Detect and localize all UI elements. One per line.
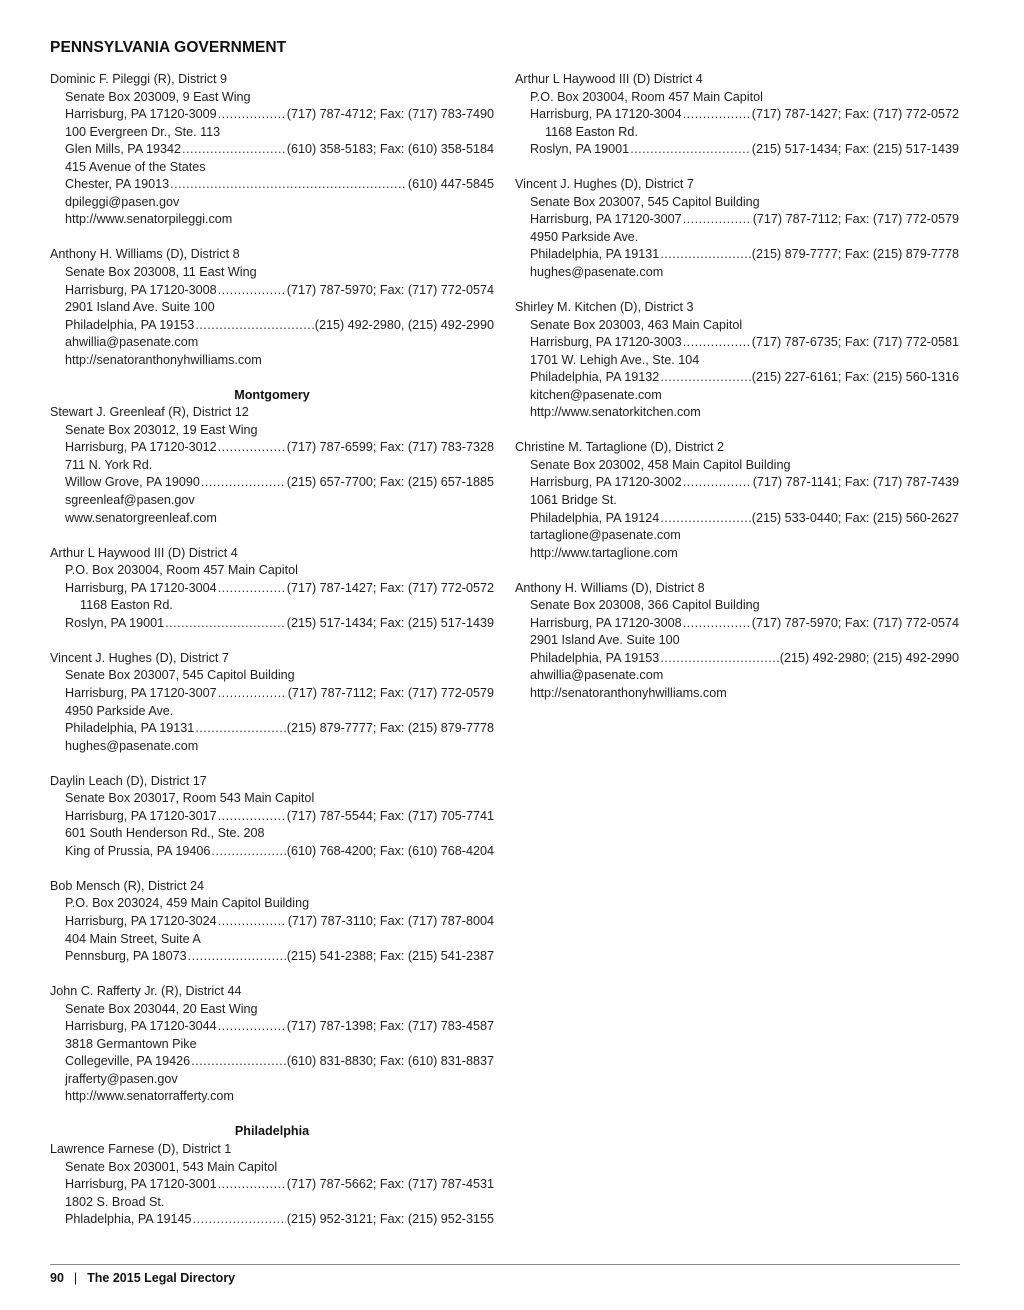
senator-entry — [515, 580, 959, 703]
contact-line — [515, 106, 959, 124]
phone-numbers: (215) 517-1434; Fax: (215) 517-1439 — [751, 142, 959, 157]
senator-name: Dominic F. Pileggi (R), District 9 — [50, 72, 228, 86]
address-text: Philadelphia, PA 19132 — [530, 370, 660, 385]
dot-leader — [218, 1018, 286, 1036]
senator-name: John C. Rafferty Jr. (R), District 44 — [50, 984, 242, 999]
contact-line — [515, 211, 959, 229]
address-line: 1802 S. Broad St. — [65, 1194, 165, 1209]
address-text: Philadelphia, PA 19131 — [530, 247, 660, 262]
email-address: tartaglione@pasenate.com — [530, 528, 681, 543]
contact-line — [50, 808, 494, 826]
address-text: Pennsburg, PA 18073 — [65, 949, 187, 964]
website-url: http://www.senatorkitchen.com — [530, 405, 701, 420]
email-address: jrafferty@pasen.gov — [65, 1071, 178, 1086]
address-text: Roslyn, PA 19001 — [65, 615, 165, 630]
page-header: PENNSYLVANIA GOVERNMENT — [50, 39, 287, 56]
senator-name: Bob Mensch (R), District 24 — [50, 878, 204, 893]
address-line: 711 N. York Rd. — [65, 457, 153, 472]
address-line: Senate Box 203017, Room 543 Main Capitol — [65, 791, 315, 806]
dot-leader — [630, 141, 751, 159]
dot-leader — [683, 474, 752, 492]
dot-leader — [182, 141, 286, 159]
contact-line — [50, 843, 494, 861]
contact-line — [515, 615, 959, 633]
address-text: Harrisburg, PA 17120-3008 — [530, 615, 682, 630]
dot-leader — [660, 369, 750, 387]
dot-leader — [165, 615, 286, 633]
address-line: 1701 W. Lehigh Ave., Ste. 104 — [530, 352, 700, 367]
phone-numbers: (717) 787-3110; Fax: (717) 787-8004 — [287, 913, 494, 928]
contact-line — [50, 615, 494, 633]
address-line: Senate Box 203009, 9 East Wing — [65, 89, 251, 104]
page-number: 90 — [50, 1271, 64, 1285]
address-text: Harrisburg, PA 17120-3004 — [65, 580, 217, 595]
address-text: Harrisburg, PA 17120-3008 — [65, 282, 217, 297]
dot-leader — [660, 650, 778, 668]
dot-leader — [218, 685, 287, 703]
dot-leader — [218, 913, 287, 931]
phone-numbers: (610) 447-5845 — [407, 177, 494, 192]
phone-numbers: (717) 787-7112; Fax: (717) 772-0579 — [287, 685, 494, 700]
phone-numbers: (215) 657-7700; Fax: (215) 657-1885 — [286, 475, 494, 490]
address-text: Harrisburg, PA 17120-3044 — [65, 1019, 217, 1034]
address-line: 3818 Germantown Pike — [65, 1036, 197, 1051]
address-line: 1061 Bridge St. — [530, 492, 617, 507]
senator-entry — [50, 545, 494, 633]
county-heading: Philadelphia — [234, 1124, 310, 1139]
contact-line — [515, 141, 959, 159]
senator-name: Arthur L Haywood III (D) District 4 — [50, 545, 238, 560]
phone-numbers: (717) 787-4712; Fax: (717) 783-7490 — [286, 107, 494, 122]
senator-name: Christine M. Tartaglione (D), District 2 — [515, 440, 725, 455]
senator-entry — [515, 176, 959, 281]
footer-separator: | — [73, 1271, 78, 1285]
website-url: http://www.tartaglione.com — [530, 545, 678, 560]
contact-line — [515, 650, 959, 668]
dot-leader — [211, 843, 285, 861]
contact-line — [50, 1053, 494, 1071]
address-text: King of Prussia, PA 19406 — [65, 843, 211, 858]
address-text: Collegeville, PA 19426 — [65, 1054, 191, 1069]
senator-name: Anthony H. Williams (D), District 8 — [515, 580, 705, 595]
phone-numbers: (610) 831-8830; Fax: (610) 831-8837 — [286, 1054, 494, 1069]
address-line: Senate Box 203008, 11 East Wing — [65, 264, 257, 279]
contact-line — [50, 1018, 494, 1036]
dot-leader — [218, 106, 286, 124]
address-line: 1168 Easton Rd. — [545, 124, 638, 139]
address-text: Willow Grove, PA 19090 — [65, 475, 200, 490]
senator-name: Lawrence Farnese (D), District 1 — [50, 1141, 232, 1156]
contact-line — [50, 141, 494, 159]
publication-title: The 2015 Legal Directory — [87, 1271, 236, 1285]
contact-line — [515, 474, 959, 492]
phone-numbers: (215) 227-6161; Fax: (215) 560-1316 — [751, 370, 959, 385]
senator-entry — [50, 71, 494, 229]
contact-line — [50, 1176, 494, 1194]
phone-numbers: (215) 879-7777; Fax: (215) 879-7778 — [751, 247, 959, 262]
dot-leader — [170, 176, 407, 194]
contact-line — [515, 246, 959, 264]
contact-line — [50, 317, 494, 335]
phone-numbers: (717) 787-1141; Fax: (717) 787-7439 — [752, 475, 959, 490]
senator-entry — [50, 1141, 494, 1229]
phone-numbers: (717) 787-1398; Fax: (717) 783-4587 — [286, 1019, 494, 1034]
contact-line — [50, 474, 494, 492]
dot-leader — [218, 282, 286, 300]
phone-numbers: (215) 952-3121; Fax: (215) 952-3155 — [286, 1212, 494, 1227]
address-line: 100 Evergreen Dr., Ste. 113 — [65, 124, 221, 139]
phone-numbers: (215) 492-2980; (215) 492-2990 — [779, 650, 959, 665]
phone-numbers: (215) 533-0440; Fax: (215) 560-2627 — [751, 510, 959, 525]
address-text: Glen Mills, PA 19342 — [65, 142, 181, 157]
senator-name: Vincent J. Hughes (D), District 7 — [515, 177, 694, 192]
phone-numbers: (717) 787-1427; Fax: (717) 772-0572 — [286, 580, 494, 595]
address-line: 601 South Henderson Rd., Ste. 208 — [65, 826, 265, 841]
contact-line — [515, 510, 959, 528]
address-line: Senate Box 203001, 543 Main Capitol — [65, 1159, 278, 1174]
contact-line — [50, 106, 494, 124]
address-line: P.O. Box 203004, Room 457 Main Capitol — [530, 89, 763, 104]
address-line: 4950 Parkside Ave. — [530, 229, 639, 244]
contact-line — [50, 948, 494, 966]
address-line: Senate Box 203007, 545 Capitol Building — [530, 194, 760, 209]
address-text: Harrisburg, PA 17120-3007 — [65, 685, 217, 700]
address-line: 2901 Island Ave. Suite 100 — [65, 300, 215, 315]
dot-leader — [683, 211, 752, 229]
contact-line — [50, 1211, 494, 1229]
website-url: http://www.senatorpileggi.com — [65, 212, 233, 227]
address-text: Philadelphia, PA 19153 — [65, 317, 195, 332]
phone-numbers: (610) 768-4200; Fax: (610) 768-4204 — [286, 843, 494, 858]
senator-entry — [50, 878, 494, 966]
email-address: ahwillia@pasenate.com — [530, 668, 664, 683]
phone-numbers: (215) 879-7777; Fax: (215) 879-7778 — [286, 721, 494, 736]
website-url: http://www.senatorrafferty.com — [65, 1089, 234, 1104]
senator-entry — [50, 404, 494, 527]
address-line: 1168 Easton Rd. — [80, 598, 173, 613]
address-line: Senate Box 203044, 20 East Wing — [65, 1001, 258, 1016]
address-line: P.O. Box 203024, 459 Main Capitol Building — [65, 896, 310, 911]
dot-leader — [195, 317, 313, 335]
contact-line — [50, 439, 494, 457]
address-text: Harrisburg, PA 17120-3003 — [530, 335, 682, 350]
email-address: dpileggi@pasen.gov — [65, 194, 180, 209]
contact-line — [50, 282, 494, 300]
address-text: Philadelphia, PA 19153 — [530, 650, 660, 665]
senator-name: Arthur L Haywood III (D) District 4 — [515, 72, 703, 86]
address-text: Harrisburg, PA 17120-3007 — [530, 212, 682, 227]
phone-numbers: (215) 541-2388; Fax: (215) 541-2387 — [286, 949, 494, 964]
phone-numbers: (717) 787-6599; Fax: (717) 783-7328 — [286, 440, 494, 455]
senator-name: Anthony H. Williams (D), District 8 — [50, 247, 240, 262]
senator-name: Stewart J. Greenleaf (R), District 12 — [50, 405, 249, 420]
address-line: 404 Main Street, Suite A — [65, 931, 201, 946]
address-text: Harrisburg, PA 17120-3012 — [65, 440, 217, 455]
phone-numbers: (610) 358-5183; Fax: (610) 358-5184 — [286, 142, 494, 157]
dot-leader — [683, 106, 751, 124]
address-text: Roslyn, PA 19001 — [530, 142, 630, 157]
phone-numbers: (717) 787-5662; Fax: (717) 787-4531 — [286, 1177, 494, 1192]
contact-line — [50, 913, 494, 931]
contact-line — [50, 176, 494, 194]
dot-leader — [660, 510, 750, 528]
address-line: Senate Box 203003, 463 Main Capitol — [530, 317, 743, 332]
dot-leader — [218, 808, 286, 826]
dot-leader — [660, 246, 750, 264]
phone-numbers: (717) 787-1427; Fax: (717) 772-0572 — [751, 107, 959, 122]
phone-numbers: (717) 787-5970; Fax: (717) 772-0574 — [286, 282, 494, 297]
dot-leader — [193, 1211, 286, 1229]
address-text: Chester, PA 19013 — [65, 177, 170, 192]
senator-entry — [515, 439, 959, 562]
phone-numbers: (215) 517-1434; Fax: (215) 517-1439 — [286, 615, 494, 630]
contact-line — [50, 685, 494, 703]
address-text: Harrisburg, PA 17120-3024 — [65, 913, 217, 928]
address-text: Harrisburg, PA 17120-3001 — [65, 1177, 217, 1192]
website-url: www.senatorgreenleaf.com — [65, 510, 217, 525]
address-text: Philadelphia, PA 19131 — [65, 721, 195, 736]
address-text: Harrisburg, PA 17120-3004 — [530, 107, 682, 122]
dot-leader — [201, 474, 286, 492]
dot-leader — [218, 439, 286, 457]
email-address: kitchen@pasenate.com — [530, 387, 662, 402]
dot-leader — [195, 720, 285, 738]
contact-line — [515, 334, 959, 352]
address-text: Harrisburg, PA 17120-3009 — [65, 107, 217, 122]
dot-leader — [188, 948, 286, 966]
email-address: ahwillia@pasenate.com — [65, 335, 199, 350]
website-url: http://senatoranthonyhwilliams.com — [530, 685, 727, 700]
address-line: P.O. Box 203004, Room 457 Main Capitol — [65, 563, 298, 578]
county-heading: Montgomery — [234, 387, 310, 402]
senator-entry — [50, 983, 494, 1106]
senator-entry — [515, 299, 959, 422]
email-address: sgreenleaf@pasen.gov — [65, 493, 195, 508]
address-text: Phladelphia, PA 19145 — [65, 1212, 192, 1227]
address-text: Philadelphia, PA 19124 — [530, 510, 660, 525]
senator-entry — [50, 650, 494, 755]
senator-name: Shirley M. Kitchen (D), District 3 — [515, 300, 694, 315]
phone-numbers: (717) 787-5970; Fax: (717) 772-0574 — [751, 615, 959, 630]
contact-line — [515, 369, 959, 387]
dot-leader — [218, 580, 286, 598]
address-text: Harrisburg, PA 17120-3002 — [530, 475, 682, 490]
senator-name: Daylin Leach (D), District 17 — [50, 773, 207, 788]
dot-leader — [191, 1053, 286, 1071]
left-column — [50, 71, 494, 1246]
address-line: Senate Box 203008, 366 Capitol Building — [530, 598, 760, 613]
phone-numbers: (717) 787-6735; Fax: (717) 772-0581 — [751, 335, 959, 350]
senator-name: Vincent J. Hughes (D), District 7 — [50, 650, 229, 665]
senator-entry — [515, 71, 959, 159]
address-line: Senate Box 203012, 19 East Wing — [65, 422, 258, 437]
dot-leader — [218, 1176, 286, 1194]
footer-rule — [50, 1264, 960, 1265]
address-line: 2901 Island Ave. Suite 100 — [530, 633, 680, 648]
email-address: hughes@pasenate.com — [530, 264, 664, 279]
right-column — [515, 71, 959, 720]
contact-line — [50, 720, 494, 738]
address-line: Senate Box 203002, 458 Main Capitol Building — [530, 457, 791, 472]
senator-entry — [50, 246, 494, 369]
address-line: 4950 Parkside Ave. — [65, 703, 174, 718]
phone-numbers: (215) 492-2980, (215) 492-2990 — [314, 317, 494, 332]
dot-leader — [683, 615, 751, 633]
address-line: 415 Avenue of the States — [65, 159, 206, 174]
address-text: Harrisburg, PA 17120-3017 — [65, 808, 217, 823]
address-line: Senate Box 203007, 545 Capitol Building — [65, 668, 295, 683]
dot-leader — [683, 334, 751, 352]
website-url: http://senatoranthonyhwilliams.com — [65, 352, 262, 367]
phone-numbers: (717) 787-5544; Fax: (717) 705-7741 — [286, 808, 494, 823]
page-footer — [50, 1271, 235, 1285]
email-address: hughes@pasenate.com — [65, 738, 199, 753]
phone-numbers: (717) 787-7112; Fax: (717) 772-0579 — [752, 212, 959, 227]
contact-line — [50, 580, 494, 598]
senator-entry — [50, 773, 494, 861]
